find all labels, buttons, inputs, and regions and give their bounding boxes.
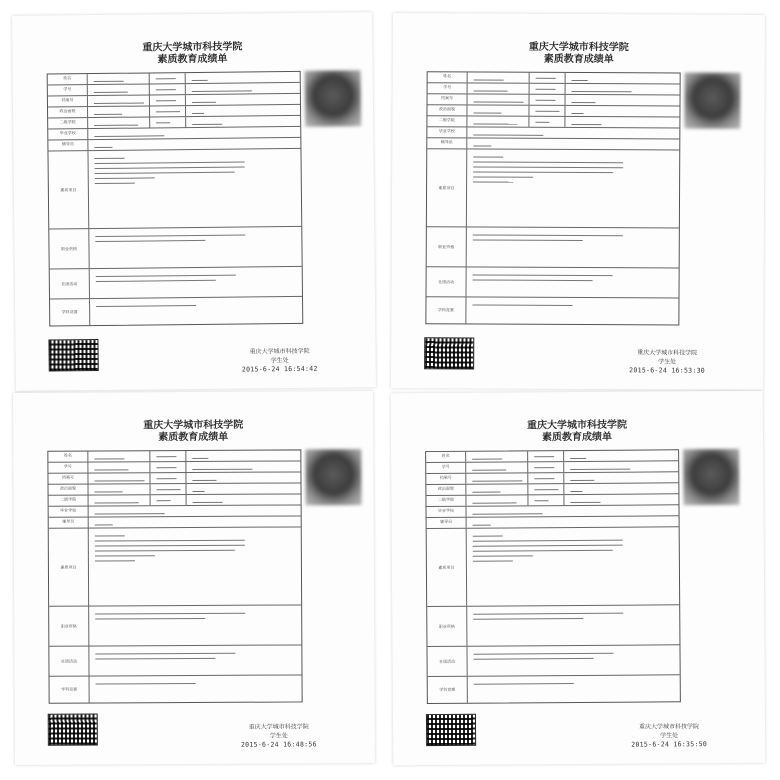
value-blurred (150, 473, 186, 483)
value-blurred (528, 451, 564, 461)
label-qualification: 职业资格 (427, 607, 467, 646)
value-blurred (467, 138, 679, 149)
table-row (427, 527, 680, 607)
label-archive-no: 档案号 (48, 96, 88, 106)
label-counselor: 辅导员 (48, 140, 88, 150)
student-photo-blurred (683, 449, 739, 505)
value-blurred (466, 297, 678, 324)
label-counselor: 辅导员 (49, 518, 89, 528)
label-quality-items: 素质项目 (48, 151, 89, 228)
value-blurred (89, 605, 301, 645)
value-blurred (89, 505, 301, 516)
value-blurred (528, 495, 564, 505)
footer-org: 重庆大学城市科技学院 (248, 723, 309, 731)
value-blurred (186, 450, 300, 461)
label-counselor: 辅导员 (427, 138, 467, 148)
value-blurred (89, 645, 301, 675)
value-blurred (528, 462, 564, 472)
label-competition: 学科竞赛 (426, 297, 466, 323)
student-photo-blurred (305, 449, 361, 505)
transcript-sheet (13, 391, 375, 765)
value-blurred (150, 84, 186, 94)
table-row (49, 227, 301, 270)
table-row (48, 149, 301, 230)
label-college: 二级学院 (427, 116, 467, 126)
label-club-activity: 社团活动 (49, 647, 89, 676)
value-blurred (88, 106, 150, 117)
value-blurred (186, 116, 300, 127)
value-blurred (89, 227, 301, 268)
value-blurred (88, 84, 150, 95)
value-blurred (88, 95, 150, 106)
transcript-sheet (391, 13, 765, 390)
value-blurred (88, 149, 301, 228)
footer-org: 重庆大学城市科技学院 (639, 723, 700, 731)
value-blurred (566, 95, 680, 106)
value-blurred (530, 73, 566, 83)
value-blurred (467, 645, 679, 675)
value-blurred (89, 495, 151, 505)
table-row (50, 675, 302, 702)
label-qualification: 职业资格 (427, 227, 467, 266)
sheet-title (393, 41, 765, 67)
value-blurred (151, 484, 187, 494)
sheet-title-school: 重庆大学城市科技学院 (526, 419, 627, 432)
value-blurred (150, 95, 186, 105)
value-blurred (150, 117, 186, 127)
sheet-title-doc: 素质教育成绩单 (158, 431, 229, 444)
transcript-sheet (391, 391, 766, 766)
qr-code-icon (427, 715, 475, 745)
sheet-title-school: 重庆大学城市科技学院 (142, 41, 243, 54)
label-club-activity: 社团活动 (427, 647, 467, 676)
table-row (50, 297, 302, 326)
value-blurred (467, 505, 679, 516)
value-blurred (564, 494, 678, 505)
value-blurred (90, 297, 302, 325)
sheet-title-school: 重庆大学城市科技学院 (528, 41, 629, 54)
transcript-table (425, 71, 680, 325)
value-blurred (88, 473, 150, 483)
value-blurred (186, 83, 300, 94)
sheet-footer (597, 348, 737, 376)
value-blurred (564, 461, 678, 472)
qr-code-icon (49, 715, 97, 745)
value-blurred (467, 527, 680, 605)
value-blurred (89, 516, 301, 527)
label-club-activity: 社团活动 (427, 267, 467, 296)
label-college: 二级学院 (426, 496, 466, 506)
label-competition: 学科竞赛 (428, 677, 468, 703)
sheet-title-doc: 素质教育成绩单 (157, 53, 228, 66)
label-graduate-school: 毕业学校 (48, 129, 88, 139)
sheet-title (13, 419, 373, 445)
label-name: 姓名 (48, 452, 88, 462)
footer-timestamp: 2015-6-24 16:48:56 (240, 740, 317, 749)
label-name: 姓名 (426, 452, 466, 462)
value-blurred (467, 149, 679, 227)
label-competition: 学科竞赛 (50, 299, 90, 325)
footer-org: 重庆大学城市科技学院 (249, 347, 310, 356)
value-blurred (528, 484, 564, 494)
table-row (426, 297, 678, 324)
label-college: 二级学院 (49, 496, 89, 506)
table-row (427, 149, 679, 228)
label-political: 政治面貌 (427, 105, 467, 115)
value-blurred (467, 227, 679, 267)
sheet-title-doc: 素质教育成绩单 (541, 431, 613, 444)
sheet-footer (599, 722, 739, 750)
footer-timestamp: 2015-6-24 16:54:42 (241, 364, 318, 374)
transcript-sheet (12, 12, 376, 391)
value-blurred (187, 494, 301, 505)
sheet-footer (209, 722, 349, 750)
value-blurred (468, 675, 680, 702)
value-blurred (466, 451, 528, 461)
table-row (426, 267, 678, 298)
value-blurred (565, 117, 679, 128)
label-qualification: 职业资格 (49, 229, 89, 268)
transcript-table (47, 449, 302, 703)
value-blurred (90, 267, 302, 298)
value-blurred (467, 516, 679, 527)
value-blurred (466, 462, 528, 472)
value-blurred (566, 84, 680, 95)
label-club-activity: 社团活动 (50, 269, 90, 298)
value-blurred (186, 72, 300, 83)
table-row (427, 605, 679, 647)
label-archive-no: 档案号 (428, 94, 468, 104)
label-college: 二级学院 (48, 118, 88, 128)
value-blurred (466, 495, 528, 505)
label-student-id: 学号 (428, 83, 468, 93)
value-blurred (150, 462, 186, 472)
sheet-footer (210, 346, 350, 374)
value-blurred (467, 605, 679, 645)
label-graduate-school: 毕业学校 (49, 507, 89, 517)
label-student-id: 学号 (48, 463, 88, 473)
label-quality-items: 素质项目 (427, 149, 467, 226)
label-political: 政治面貌 (426, 485, 466, 495)
value-blurred (150, 451, 186, 461)
value-blurred (565, 106, 679, 117)
value-blurred (90, 675, 302, 702)
value-blurred (467, 267, 679, 297)
label-student-id: 学号 (426, 463, 466, 473)
value-blurred (88, 73, 150, 84)
value-blurred (186, 94, 300, 105)
sheet-title-school: 重庆大学城市科技学院 (143, 419, 244, 432)
value-blurred (529, 106, 565, 116)
value-blurred (186, 472, 300, 483)
value-blurred (564, 472, 678, 483)
footer-timestamp: 2015-6-24 16:53:30 (629, 366, 706, 375)
value-blurred (89, 527, 301, 605)
value-blurred (186, 105, 300, 116)
value-blurred (466, 484, 528, 494)
student-photo-blurred (684, 73, 740, 129)
value-blurred (88, 117, 150, 128)
label-name: 姓名 (48, 74, 88, 84)
value-blurred (468, 83, 530, 93)
footer-timestamp: 2015-6-24 16:35:50 (631, 740, 708, 749)
value-blurred (530, 84, 566, 94)
footer-dept: 学生处 (270, 357, 289, 365)
label-student-id: 学号 (48, 85, 88, 95)
table-row (427, 227, 679, 268)
qr-code-icon (49, 340, 97, 371)
label-qualification: 职业资格 (49, 607, 89, 646)
value-blurred (468, 94, 530, 104)
value-blurred (467, 116, 529, 126)
table-row (50, 267, 302, 300)
value-blurred (529, 117, 565, 127)
sheet-title-doc: 素质教育成绩单 (543, 53, 614, 66)
footer-dept: 学生处 (660, 732, 679, 740)
transcript-table (47, 71, 304, 327)
label-quality-items: 素质项目 (49, 529, 89, 606)
label-political: 政治面貌 (48, 107, 88, 117)
table-row (49, 645, 301, 676)
label-graduate-school: 毕业学校 (427, 507, 467, 517)
sheet-title (391, 419, 763, 446)
value-blurred (566, 73, 680, 84)
table-row (49, 527, 301, 606)
value-blurred (468, 72, 530, 82)
label-archive-no: 档案号 (426, 474, 466, 484)
value-blurred (150, 106, 186, 116)
value-blurred (89, 484, 151, 494)
value-blurred (467, 127, 679, 138)
table-row (428, 675, 680, 703)
label-quality-items: 素质项目 (427, 529, 468, 606)
student-photo-blurred (305, 70, 362, 127)
transcript-table (425, 449, 681, 704)
label-graduate-school: 毕业学校 (427, 127, 467, 137)
value-blurred (564, 450, 678, 461)
value-blurred (151, 495, 187, 505)
value-blurred (88, 451, 150, 461)
table-row (49, 605, 301, 646)
label-archive-no: 档案号 (48, 474, 88, 484)
value-blurred (186, 461, 300, 472)
label-name: 姓名 (428, 72, 468, 82)
value-blurred (150, 73, 186, 83)
footer-dept: 学生处 (658, 358, 677, 366)
sheet-title (12, 40, 372, 68)
value-blurred (564, 483, 678, 494)
value-blurred (187, 483, 301, 494)
label-competition: 学科竞赛 (50, 677, 90, 703)
value-blurred (528, 473, 564, 483)
value-blurred (466, 473, 528, 483)
value-blurred (467, 105, 529, 115)
value-blurred (88, 462, 150, 472)
table-row (427, 645, 679, 677)
footer-dept: 学生处 (269, 732, 288, 740)
value-blurred (530, 95, 566, 105)
qr-code-icon (425, 338, 473, 368)
label-political: 政治面貌 (49, 485, 89, 495)
label-counselor: 辅导员 (427, 518, 467, 528)
footer-org: 重庆大学城市科技学院 (637, 349, 698, 357)
